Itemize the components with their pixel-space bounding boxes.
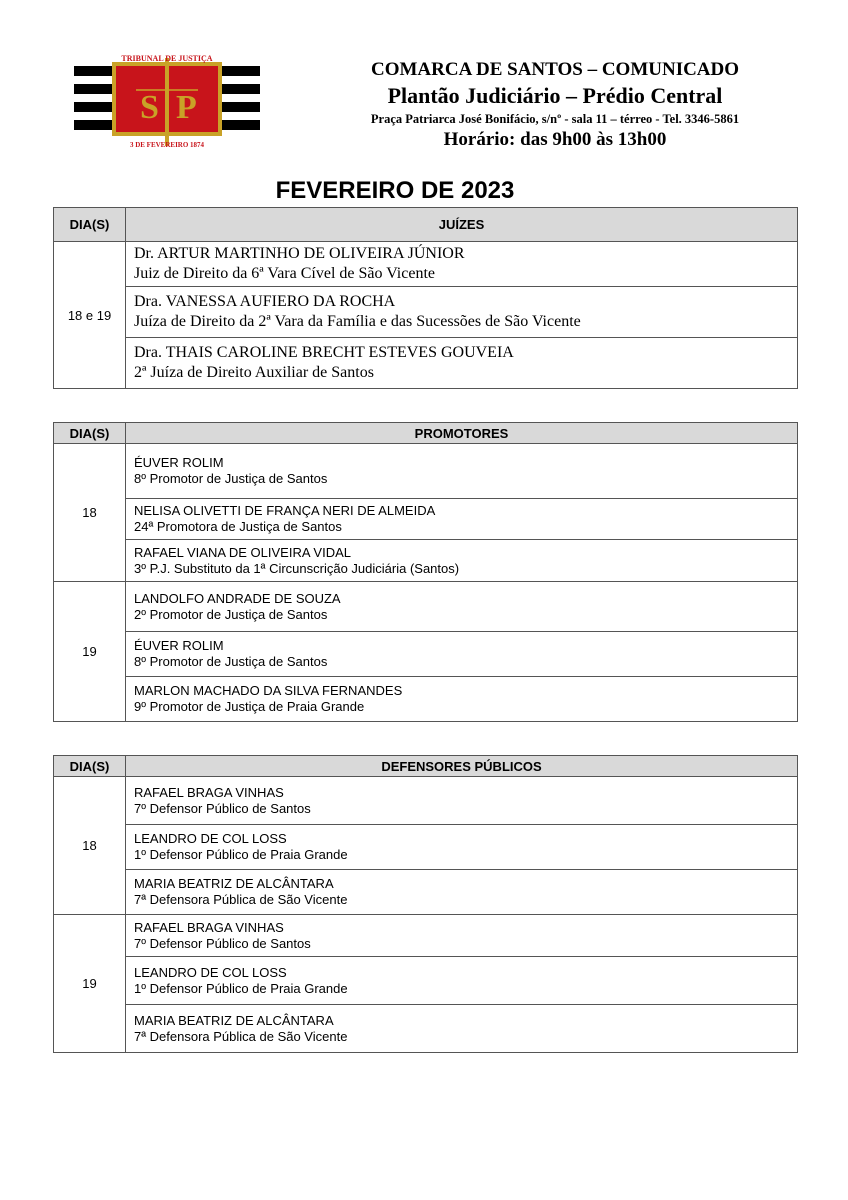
header-subtitle: Plantão Judiciário – Prédio Central [387, 83, 723, 108]
defenders-table [53, 755, 798, 1053]
logo-letter-s: S [140, 89, 159, 126]
defender-entry [126, 957, 798, 1005]
judge-entry [126, 338, 798, 389]
table-row [54, 499, 798, 540]
col-header-day: DIA(S) [54, 208, 126, 242]
prosecutor-entry [126, 677, 798, 722]
defender-entry [126, 915, 798, 957]
table-row [54, 957, 798, 1005]
table-row [54, 540, 798, 582]
prosecutor-entry [126, 540, 798, 582]
header-hours: Horário: das 9h00 às 13h00 [443, 129, 667, 150]
prosecutors-table [53, 422, 798, 722]
defender-role: 7ª Defensora Pública de São Vicente [134, 1028, 348, 1044]
header-title: COMARCA DE SANTOS – COMUNICADO [370, 59, 740, 80]
prosecutor-entry [126, 444, 798, 499]
defender-entry [126, 870, 798, 915]
defender-entry [126, 825, 798, 870]
day-cell: 18 e 19 [54, 242, 126, 389]
prosecutor-name: ÉUVER ROLIM [134, 638, 224, 653]
prosecutor-role: 2º Promotor de Justiça de Santos [134, 606, 328, 622]
col-header-day: DIA(S) [54, 423, 126, 444]
table-row [54, 677, 798, 722]
table-row [54, 915, 798, 957]
prosecutor-entry [126, 499, 798, 540]
table-row [54, 338, 798, 389]
header-address: Praça Patriarca José Bonifácio, s/nº - sala 11 – térreo - Tel. 3346-5861 [370, 112, 740, 126]
court-logo [74, 52, 260, 152]
judges-table [53, 207, 798, 389]
judge-name: Dra. THAIS CAROLINE BRECHT ESTEVES GOUVEIA [134, 344, 514, 361]
day-cell: 19 [54, 582, 126, 722]
day-cell: 18 [54, 777, 126, 915]
prosecutor-name: RAFAEL VIANA DE OLIVEIRA VIDAL [134, 544, 351, 560]
prosecutor-entry [126, 632, 798, 677]
defender-name: MARIA BEATRIZ DE ALCÂNTARA [134, 1012, 334, 1028]
table-row [54, 777, 798, 825]
prosecutor-role: 8º Promotor de Justiça de Santos [134, 471, 328, 486]
table-row [54, 242, 798, 287]
col-header-day: DIA(S) [54, 756, 126, 777]
table-row [54, 1005, 798, 1053]
prosecutor-role: 3º P.J. Substituto da 1ª Circunscrição Judiciária (Santos) [134, 560, 460, 576]
prosecutor-entry [126, 582, 798, 632]
judge-role: Juiz de Direito da 6ª Vara Cível de São Vicente [134, 265, 435, 282]
table-row [54, 632, 798, 677]
judge-name: Dra. VANESSA AUFIERO DA ROCHA [134, 293, 396, 310]
prosecutor-name: ÉUVER ROLIM [134, 455, 224, 470]
judge-role: Juíza de Direito da 2ª Vara da Família e das Sucessões de São Vicente [134, 313, 581, 330]
header [300, 58, 810, 152]
defender-role: 7º Defensor Público de Santos [134, 800, 311, 816]
defender-name: LEANDRO DE COL LOSS [134, 831, 287, 846]
table-row [54, 582, 798, 632]
table-row [54, 825, 798, 870]
logo-letter-p: P [176, 89, 197, 126]
defender-name: RAFAEL BRAGA VINHAS [134, 919, 284, 935]
col-header-judges: JUÍZES [126, 208, 798, 242]
table-row [54, 870, 798, 915]
prosecutor-role: 24ª Promotora de Justiça de Santos [134, 519, 342, 534]
prosecutor-role: 8º Promotor de Justiça de Santos [134, 654, 328, 669]
judge-entry [126, 287, 798, 338]
defender-name: MARIA BEATRIZ DE ALCÂNTARA [134, 876, 334, 891]
table-row [54, 287, 798, 338]
defender-role: 7º Defensor Público de Santos [134, 935, 311, 951]
defender-name: RAFAEL BRAGA VINHAS [134, 784, 284, 800]
col-header-defenders: DEFENSORES PÚBLICOS [126, 756, 798, 777]
defender-name: LEANDRO DE COL LOSS [134, 964, 287, 980]
defender-role: 7ª Defensora Pública de São Vicente [134, 892, 348, 907]
prosecutor-name: MARLON MACHADO DA SILVA FERNANDES [134, 683, 403, 698]
defender-role: 1º Defensor Público de Praia Grande [134, 980, 348, 996]
defender-entry [126, 1005, 798, 1053]
table-row [54, 444, 798, 499]
defender-entry [126, 777, 798, 825]
prosecutor-name: NELISA OLIVETTI DE FRANÇA NERI DE ALMEIDA [134, 503, 436, 518]
judge-name: Dr. ARTUR MARTINHO DE OLIVEIRA JÚNIOR [134, 245, 465, 262]
day-cell: 19 [54, 915, 126, 1053]
defender-role: 1º Defensor Público de Praia Grande [134, 847, 348, 862]
month-title: FEVEREIRO DE 2023 [275, 177, 515, 204]
day-cell: 18 [54, 444, 126, 582]
prosecutor-role: 9º Promotor de Justiça de Praia Grande [134, 699, 365, 714]
col-header-prosecutors: PROMOTORES [126, 423, 798, 444]
judge-role: 2ª Juíza de Direito Auxiliar de Santos [134, 364, 374, 381]
prosecutor-name: LANDOLFO ANDRADE DE SOUZA [134, 590, 341, 606]
logo-top-text: TRIBUNAL DE JUSTIÇA [121, 54, 213, 63]
judge-entry [126, 242, 798, 287]
logo-bottom-text: 3 DE FEVEREIRO 1874 [129, 141, 205, 149]
